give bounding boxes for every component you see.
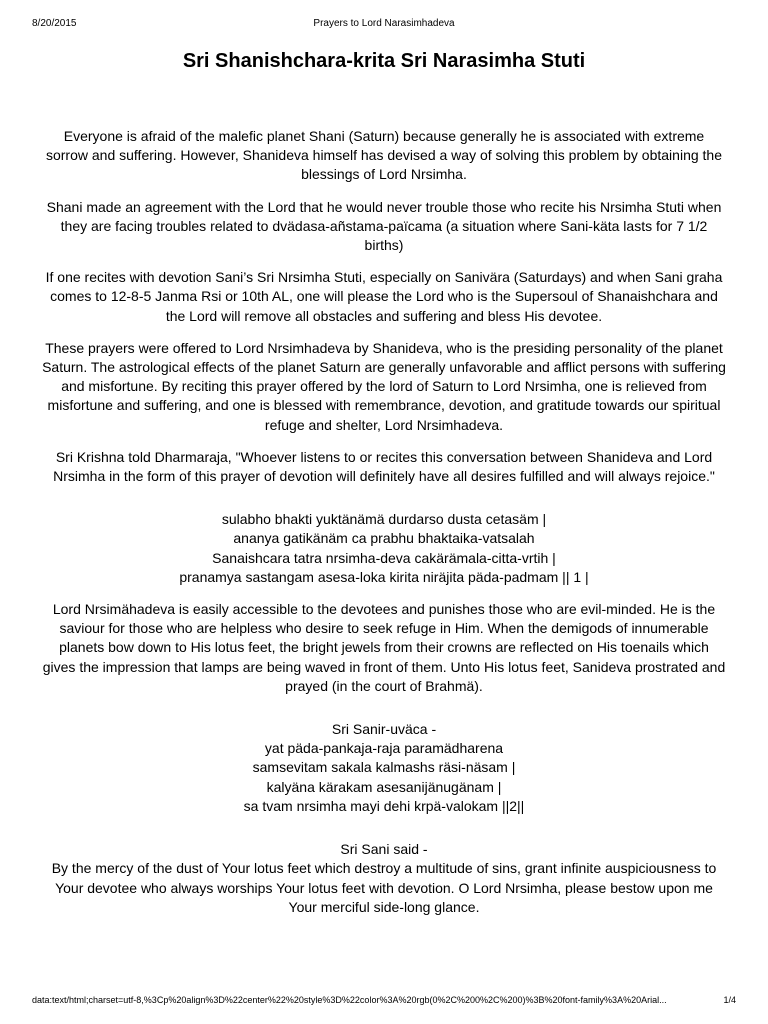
- print-page-title: Prayers to Lord Narasimhadeva: [313, 18, 455, 29]
- verse-1-line: ananya gatikänäm ca prabhu bhaktaika-vatsalah: [233, 530, 535, 547]
- verse-2-translation: [42, 840, 726, 917]
- intro-paragraph-2: Shani made an agreement with the Lord that he would never trouble those who recite his Nrsimha Stuti when they are facing troubles related to dvädasa-añstama-païcama (a situation where Sani-käta lasts for 7 1/2 births): [46, 198, 722, 254]
- verse-2: [42, 720, 726, 816]
- document-body: [42, 127, 726, 930]
- intro-paragraph-5: Sri Krishna told Dharmaraja, "Whoever listens to or recites this conversation between Shanideva and Lord Nrsimha in the form of this prayer of devotion will definitely have all desires fulfilled and will always rejoice.": [53, 448, 715, 485]
- print-date: 8/20/2015: [32, 18, 77, 29]
- print-url: data:text/html;charset=utf-8,%3Cp%20align%3D%22center%22%20style%3D%22color%3A%20rgb(0%2C%200%2C%200)%3B%20font-family%3A%20Arial...: [32, 995, 667, 1005]
- verse-2-line: samsevitam sakala kalmashs räsi-näsam |: [252, 759, 516, 776]
- verse-2-line: sa tvam nrsimha mayi dehi krpä-valokam ||2||: [243, 797, 525, 814]
- verse-2-line: yat päda-pankaja-raja paramädharena: [264, 740, 504, 757]
- verse-1-explanation: Lord Nrsimähadeva is easily accessible to the devotees and punishes those who are evil-minded. He is the saviour for those who are helpless who desire to seek refuge in Him. When the demigods of innumerable planets bow down to His lotus feet, the bright jewels from their crowns are reflected on His toenails which gives the impression that lamps are being waved in front of them. Unto His lotus feet, Sanideva prostrated and prayed (in the court of Brahmä).: [42, 601, 726, 694]
- translation-label: Sri Sani said -: [340, 841, 428, 858]
- document-title: Sri Shanishchara-krita Sri Narasimha Stuti: [182, 50, 586, 72]
- page-number: 1/4: [723, 995, 736, 1005]
- verse-1: [42, 510, 726, 587]
- print-footer: [32, 994, 736, 1008]
- translation-text: By the mercy of the dust of Your lotus feet which destroy a multitude of sins, grant infinite auspiciousness to Your devotee who always worships Your lotus feet with devotion. O Lord Nrsimha, please bestow upon me Your merciful side-long glance.: [51, 860, 717, 915]
- verse-1-line: Sanaishcara tatra nrsimha-deva cakärämala-citta-vrtih |: [212, 549, 556, 566]
- verse-2-line: kalyäna kärakam asesanijänugänam |: [266, 778, 502, 795]
- verse-1-line: sulabho bhakti yuktänämä durdarso dusta cetasäm |: [221, 511, 547, 528]
- intro-paragraph-3: If one recites with devotion Sani’s Sri Nrsimha Stuti, especially on Sanivära (Saturdays) and when Sani graha comes to 12-8-5 Janma Rsi or 10th AL, one will please the Lord who is the Supersoul of Shanaishchara and the Lord will remove all obstacles and suffering and bless His devotee.: [45, 269, 723, 324]
- intro-paragraph-4: These prayers were offered to Lord Nrsimhadeva by Shanideva, who is the presiding personality of the planet Saturn. The astrological effects of the planet Saturn are generally unfavorable and afflict persons with suffering and misfortune. By reciting this prayer offered by the lord of Saturn to Lord Nrsimha, one is relieved from misfortune and suffering, and one is blessed with remembrance, devotion, and gratitude towards our spiritual refuge and shelter, Lord Nrsimhadeva.: [42, 339, 726, 433]
- intro-paragraph-1: Everyone is afraid of the malefic planet Shani (Saturn) because generally he is associated with extreme sorrow and suffering. However, Shanideva himself has devised a way of solving this problem by obtaining the blessings of Lord Nrsimha.: [45, 128, 722, 183]
- print-header: [32, 18, 736, 32]
- verse-2-line: Sri Sanir-uväca -: [331, 721, 437, 738]
- verse-1-line: pranamya sastangam asesa-loka kirita niräjita päda-padmam || 1 |: [179, 568, 589, 585]
